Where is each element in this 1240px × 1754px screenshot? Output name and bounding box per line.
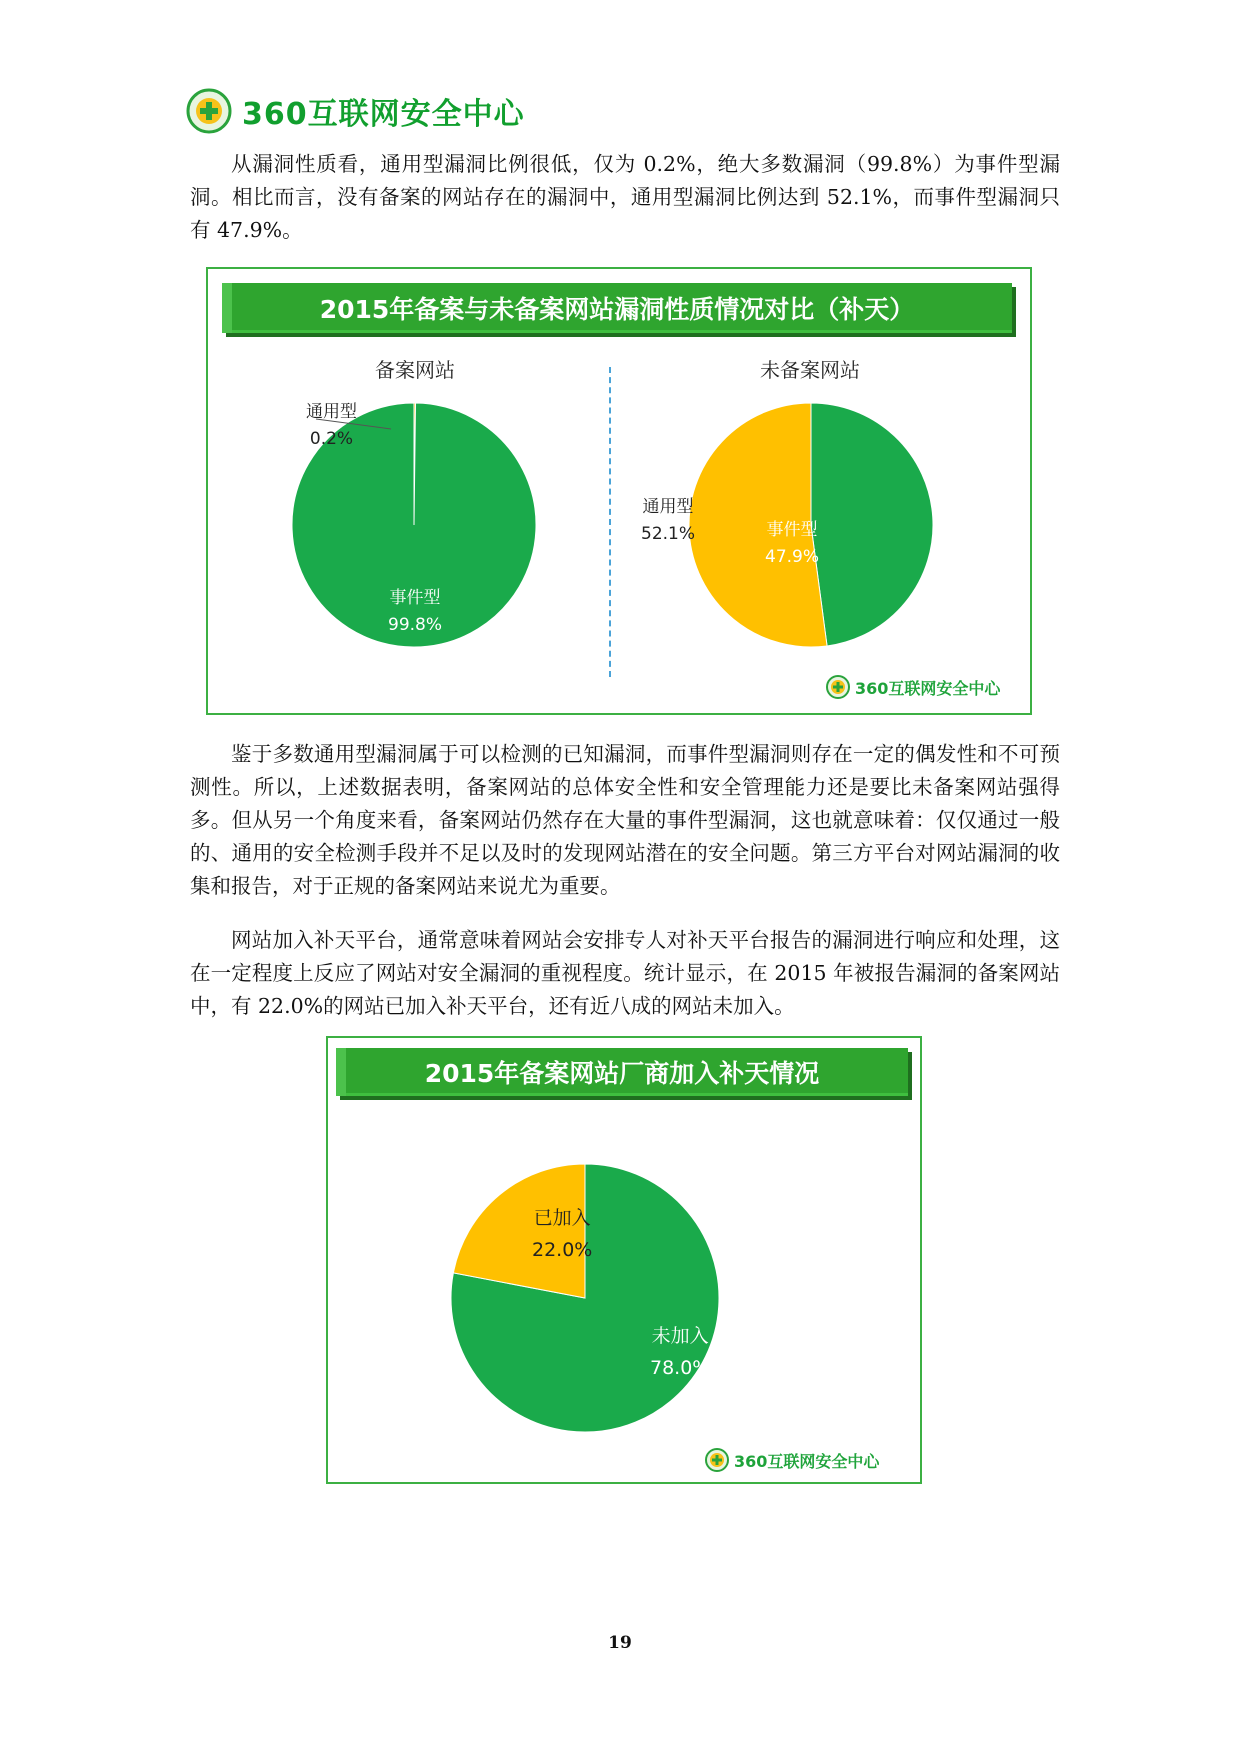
chart-1-title: 备案网站 bbox=[375, 358, 455, 382]
page-number: 19 bbox=[608, 1633, 632, 1653]
value-label: 22.0% bbox=[532, 1239, 593, 1261]
header-logo bbox=[186, 86, 525, 136]
emblem-icon bbox=[705, 1448, 729, 1472]
figure-1-title: 2015年备案与未备案网站漏洞性质情况对比（补天） bbox=[222, 283, 1012, 333]
chart-2-title: 未备案网站 bbox=[760, 358, 860, 382]
figure-1-watermark bbox=[826, 675, 1000, 699]
value-label: 52.1% bbox=[641, 524, 696, 544]
paragraph-3: 网站加入补天平台，通常意味着网站会安排专人对补天平台报告的漏洞进行响应和处理，这在一定程度上反应了网站对安全漏洞的重视程度。统计显示，在 2015 年被报告漏洞的备案网站中，有 22.0%的网站已加入补天平台，还有近八成的网站未加入。 bbox=[190, 928, 1060, 1018]
pie-slice-0 bbox=[811, 403, 933, 646]
emblem-icon bbox=[826, 675, 850, 699]
value-label: 78.0% bbox=[650, 1357, 711, 1379]
category-label: 已加入 bbox=[533, 1207, 591, 1229]
paragraph-1: 从漏洞性质看，通用型漏洞比例很低，仅为 0.2%，绝大多数漏洞（99.8%）为事件型漏洞。相比而言，没有备案的网站存在的漏洞中，通用型漏洞比例达到 52.1%，而事件型漏洞只有 47.9%。 bbox=[190, 152, 1060, 242]
label-tongyong-1 bbox=[306, 399, 357, 453]
paragraph-2: 鉴于多数通用型漏洞属于可以检测的已知漏洞，而事件型漏洞则存在一定的偶发性和不可预测性。所以，上述数据表明，备案网站的总体安全性和安全管理能力还是要比未备案网站强得多。但从另一个角度来看，备案网站仍然存在大量的事件型漏洞，这也就意味着：仅仅通过一般的、通用的安全检测手段并不足以及时的发现网站潜在的安全问题。第三方平台对网站漏洞的收集和报告，对于正规的备案网站来说尤为重要。 bbox=[190, 742, 1060, 898]
label-tongyong-2 bbox=[641, 494, 695, 548]
join-pie bbox=[328, 1038, 920, 1482]
category-label: 通用型 bbox=[642, 497, 694, 517]
label-not-joined bbox=[650, 1320, 710, 1384]
brand-name: 360互联网安全中心 bbox=[242, 97, 525, 132]
category-label: 未加入 bbox=[651, 1325, 709, 1347]
emblem-icon bbox=[186, 88, 232, 134]
label-shijian-2 bbox=[765, 517, 819, 571]
watermark-text: 360互联网安全中心 bbox=[734, 1451, 880, 1471]
category-label: 通用型 bbox=[306, 402, 357, 422]
figure-comparison bbox=[206, 267, 1032, 715]
figure-2-title: 2015年备案网站厂商加入补天情况 bbox=[336, 1048, 908, 1096]
value-label: 47.9% bbox=[765, 547, 820, 567]
value-label: 0.2% bbox=[309, 429, 354, 449]
label-joined bbox=[532, 1202, 592, 1266]
category-label: 事件型 bbox=[389, 588, 441, 608]
label-shijian-1 bbox=[388, 585, 442, 639]
figure-join bbox=[326, 1036, 922, 1484]
category-label: 事件型 bbox=[766, 520, 818, 540]
watermark-text: 360互联网安全中心 bbox=[855, 678, 1001, 698]
value-label: 99.8% bbox=[388, 615, 443, 635]
comparison-pies bbox=[208, 269, 1030, 713]
figure-2-watermark bbox=[705, 1448, 879, 1472]
